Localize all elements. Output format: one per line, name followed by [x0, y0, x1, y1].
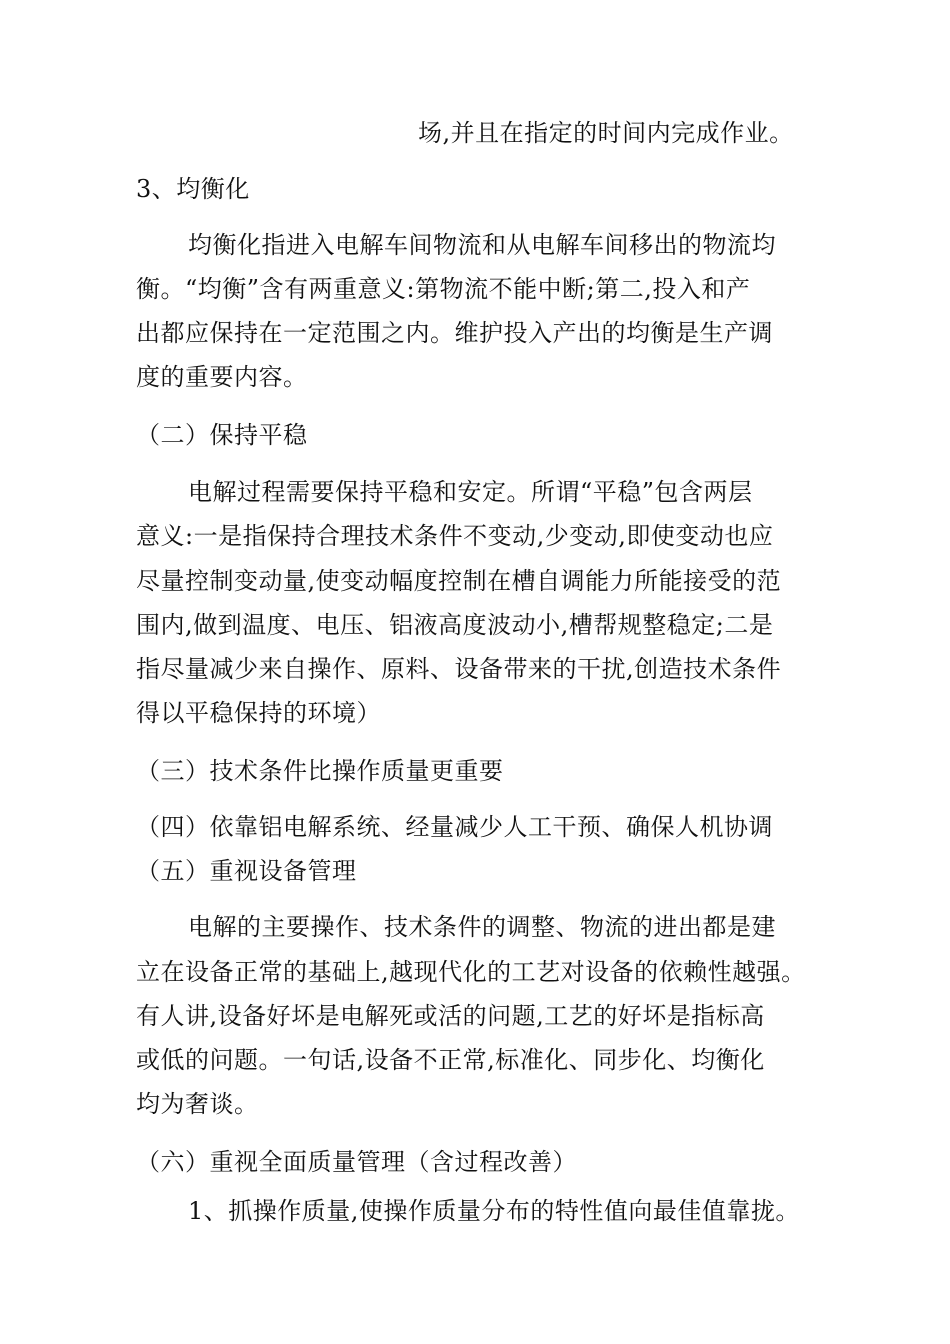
para-balance-line-3: 出都应保持在一定范围之内。维护投入产出的均衡是生产调	[136, 319, 773, 347]
para-stable-line-4: 围内,做到温度、电压、铝液高度波动小,槽帮规整稳定;二是	[136, 611, 774, 639]
heading-quality: （六）重视全面质量管理（含过程改善）	[136, 1148, 577, 1176]
para-stable-line-1: 电解过程需要保持平稳和安定。所谓“平稳”包含两层	[188, 478, 753, 506]
para-stable-line-5: 指尽量减少来自操作、原料、设备带来的干扰,创造技术条件	[136, 655, 782, 683]
heading-tech-conditions: （三）技术条件比操作质量更重要	[136, 757, 504, 785]
para-equipment-line-1: 电解的主要操作、技术条件的调整、物流的进出都是建	[188, 913, 776, 941]
para-stable-line-6: 得以平稳保持的环境）	[136, 699, 381, 727]
heading-system-reliance: （四）依靠铝电解系统、经量减少人工干预、确保人机协调	[136, 813, 773, 841]
para-balance-line-4: 度的重要内容。	[136, 363, 308, 391]
para-balance-line-2: 衡。“均衡”含有两重意义:第物流不能中断;第二,投入和产	[136, 275, 751, 303]
para-equipment-line-4: 或低的问题。一句话,设备不正常,标准化、同步化、均衡化	[136, 1046, 765, 1074]
heading-balance: 3、均衡化	[136, 175, 250, 203]
heading-equipment: （五）重视设备管理	[136, 857, 357, 885]
para-stable-line-2: 意义:一是指保持合理技术条件不变动,少变动,即使变动也应	[136, 522, 774, 550]
para-stable-line-3: 尽量控制变动量,使变动幅度控制在槽自调能力所能接受的范	[136, 567, 782, 595]
para-equipment-line-2: 立在设备正常的基础上,越现代化的工艺对设备的依赖性越强。	[136, 958, 806, 986]
para-equipment-line-5: 均为奢谈。	[136, 1090, 259, 1118]
continued-line: 场,并且在指定的时间内完成作业。	[418, 119, 794, 147]
heading-stable: （二）保持平稳	[136, 421, 308, 449]
item-operation-quality: 1、抓操作质量,使操作质量分布的特性值向最佳值靠拢。	[188, 1197, 800, 1225]
para-balance-line-1: 均衡化指进入电解车间物流和从电解车间移出的物流均	[188, 231, 776, 259]
para-equipment-line-3: 有人讲,设备好坏是电解死或活的问题,工艺的好坏是指标高	[136, 1002, 765, 1030]
